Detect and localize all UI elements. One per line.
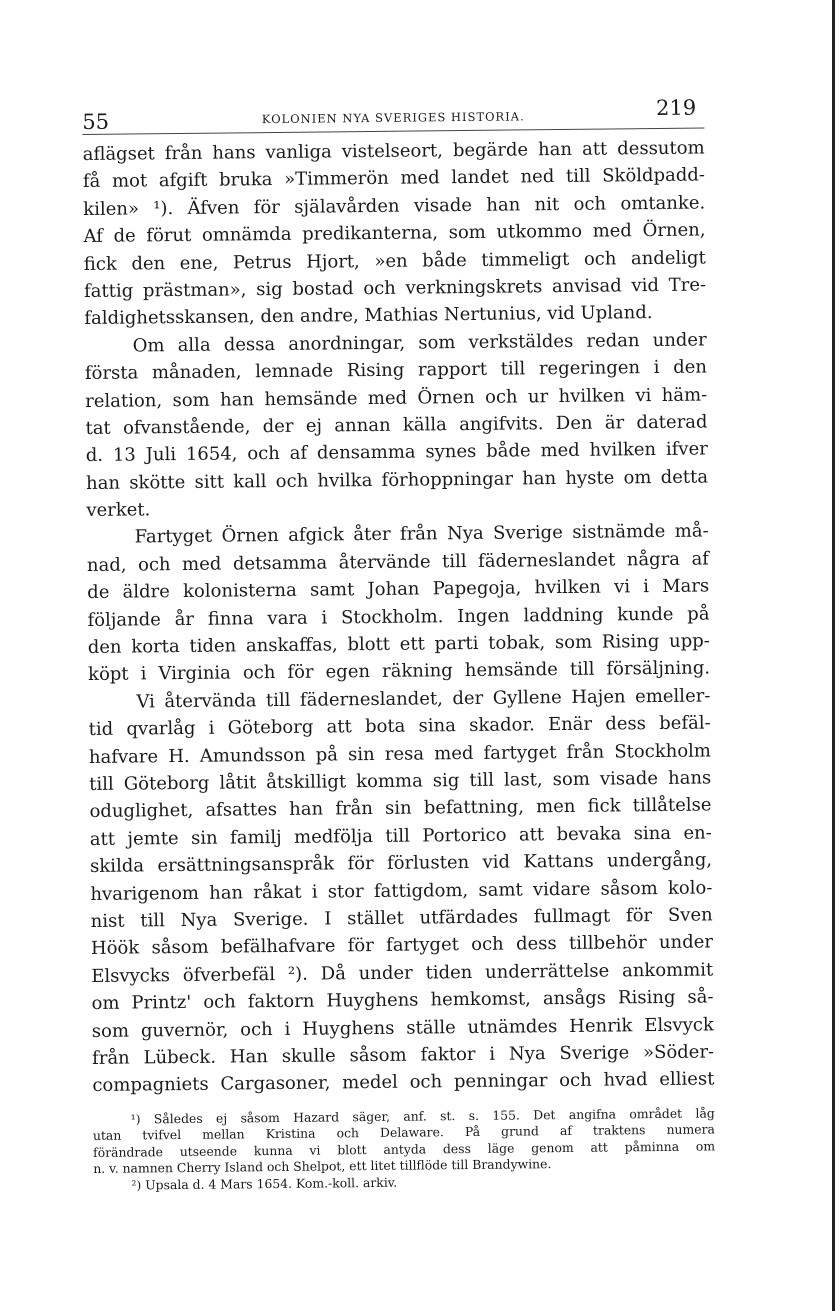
text-line: faldighetsskansen, den andre, Mathias Nertunius, vid Upland. xyxy=(84,302,653,330)
text-line: han skötte sitt kall och hvilka förhoppningar han hyste om detta xyxy=(85,466,709,494)
book-page xyxy=(82,85,716,1194)
text-line: Höök såsom befälhafvare för fartyget och dess tillbehör under xyxy=(90,931,714,960)
text-line: fattig prästman», sig bostad och verkningskrets anvisad vid Tre- xyxy=(83,274,707,302)
text-line: nad, och med detsamma återvände till fäderneslandet några af xyxy=(86,548,710,576)
text-line: Vi återvända till fäderneslandet, der Gyllene Hajen emeller- xyxy=(136,685,711,713)
text-line: till Göteborg låtit åtskilligt komma sig till last, som visade hans xyxy=(89,767,712,795)
text-line: relation, som han hemsände med Örnen och ur hvilken vi häm- xyxy=(85,383,708,412)
text-line: om Printz' och faktorn Huyghens hemkomst, ansågs Rising så- xyxy=(91,986,714,1015)
text-line: från Lübeck. Han skulle såsom faktor i Nya Sverige »Söder- xyxy=(92,1041,715,1069)
text-line: aflägset från hans vanliga vistelseort, begärde han att dessutom xyxy=(82,137,705,165)
text-line: verket. xyxy=(86,499,151,522)
page-frame-edge xyxy=(832,0,835,1311)
text-line: följande år finna vara i Stockholm. Ingen laddning kunde på xyxy=(87,603,710,631)
text-line: de äldre kolonisterna samt Johan Papegoja, hvilken vi i Mars xyxy=(87,575,710,604)
header-rule xyxy=(82,127,704,135)
text-line: nist till Nya Sverige. I stället utfärdades fullmagt för Sven xyxy=(90,904,713,932)
section-number: 55 xyxy=(82,109,110,134)
running-header xyxy=(82,85,704,134)
text-line: hafvare H. Amundsson på sin resa med fartyget från Stockholm xyxy=(88,740,712,768)
text-line: köpt i Virginia och för egen räkning hemsände till försäljning. xyxy=(87,657,711,686)
footnotes xyxy=(93,1105,716,1194)
text-line: som guvernör, och i Huyghens ställe utnämdes Henrik Elsvyck xyxy=(91,1013,714,1042)
footnote-line: förändrade utseende kunna vi blott antyda dess läge genom att påminna om xyxy=(93,1138,716,1160)
text-line: kilen» ¹). Äfven för själavården visade han nit och omtanke. xyxy=(83,192,706,220)
text-line: Om alla dessa anordningar, som verkstäldes redan under xyxy=(132,329,707,357)
text-line: hvarigenom han råkat i stor fattigdom, samt vidare såsom kolo- xyxy=(90,876,713,905)
page-number: 219 xyxy=(655,95,697,120)
text-line: få mot afgift bruka »Timmerön med landet ned till Sköldpadd- xyxy=(82,164,706,193)
text-line: Af de förut omnämda predikanterna, som utkommo med Örnen, xyxy=(83,219,706,248)
body-text xyxy=(83,134,715,1099)
text-line: skilda ersättningsanspråk för förlusten vid Kattans undergång, xyxy=(90,849,713,878)
text-line: Fartyget Örnen afgick åter från Nya Sverige sistnämde må- xyxy=(134,520,709,548)
footnote-line: utan tvifvel mellan Kristina och Delaware. På grund af traktens numera xyxy=(92,1121,715,1144)
text-line: tat ofvanstående, der ej annan källa angifvits. Den är daterad xyxy=(85,411,708,439)
footnote-line: n. v. namnen Cherry Island och Shelpot, ett litet tillflöde till Brandywine. xyxy=(93,1156,552,1177)
text-line: att jemte sin familj medfölja till Portorico att bevaka sina en- xyxy=(89,822,712,850)
text-line: d. 13 Juli 1654, och af densamma synes både med hvilken ifver xyxy=(85,438,708,467)
text-line: första månaden, lemnade Rising rapport till regeringen i den xyxy=(84,356,708,385)
footnote-line: ¹) Således ej såsom Hazard säger, anf. st. s. 155. Det angifna området låg xyxy=(130,1105,715,1127)
text-line: Elsvycks öfverbefäl ²). Då under tiden underrättelse ankommit xyxy=(91,959,714,987)
text-line: tid qvarlåg i Göteborg att bota sina skador. Enär dess befäl- xyxy=(88,712,711,741)
text-line: oduglighet, afsattes han från sin befattning, men fick tillåtelse xyxy=(89,794,712,823)
running-title: KOLONIEN NYA SVERIGES HISTORIA. xyxy=(261,109,525,127)
text-line: den korta tiden anskaffas, blott ett parti tobak, som Rising upp- xyxy=(87,630,710,659)
text-line: compagniets Cargasoner, medel och penningar och hvad elliest xyxy=(92,1068,715,1097)
text-line: fick den ene, Petrus Hjort, »en både timmeligt och andeligt xyxy=(83,247,706,275)
footnote-line: ²) Upsala d. 4 Mars 1654. Kom.-koll. arkiv. xyxy=(131,1174,398,1193)
